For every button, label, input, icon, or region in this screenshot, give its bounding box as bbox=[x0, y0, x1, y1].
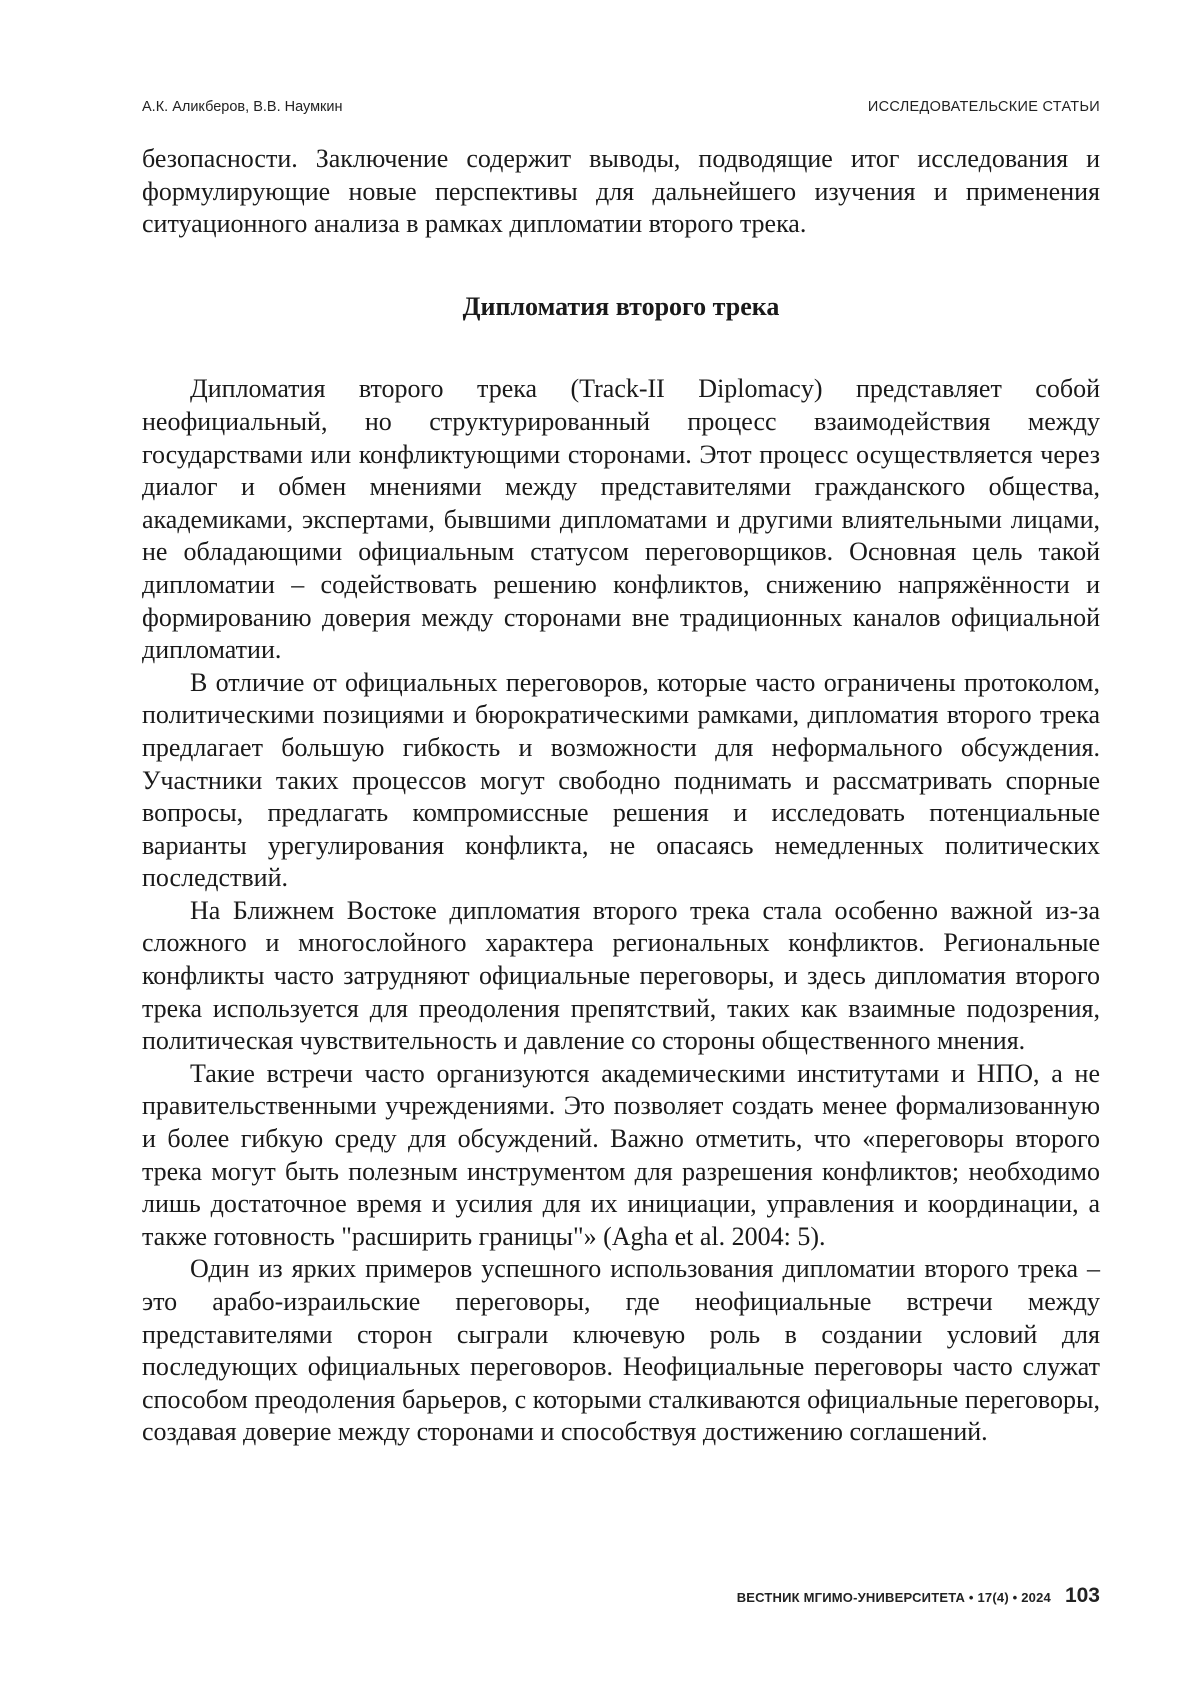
running-head-authors: А.К. Аликберов, В.В. Наумкин bbox=[142, 99, 343, 115]
body-paragraph: Такие встречи часто организуются академическими институтами и НПО, а не правительственными учреждениями. Это позволяет создать менее формализованную и более гибкую среду для обсуждений. Важно отметить, что «переговоры второго трека могут быть полезным инструментом для разрешения конфликтов; необходимо лишь достаточное время и усилия для их инициации, управления и координации, а также готовность "расширить границы"» (Agha et al. 2004: 5). bbox=[142, 1058, 1100, 1251]
body-paragraph: Один из ярких примеров успешного использования дипломатии второго трека – это арабо-израильские переговоры, где неофициальные встречи между представителями сторон сыграли ключевую роль в создании условий для последующих официальных переговоров. Неофициальные переговоры часто служат способом преодоления барьеров, с которыми сталкиваются официальные переговоры, создавая доверие между сторонами и способствуя достижению соглашений. bbox=[142, 1254, 1100, 1447]
running-head-section: ИССЛЕДОВАТЕЛЬСКИЕ СТАТЬИ bbox=[867, 99, 1100, 115]
body-paragraph: В отличие от официальных переговоров, которые часто ограничены протоколом, политическими позициями и бюрократическими рамками, дипломатия второго трека предлагает большую гибкость и возможности для неформального обсуждения. Участники таких процессов могут свободно поднимать и рассматривать спорные вопросы, предлагать компромиссные решения и исследовать потенциальные варианты урегулирования конфликта, не опасаясь немедленных политических последствий. bbox=[142, 667, 1100, 893]
section-heading: Дипломатия второго трека bbox=[462, 291, 780, 321]
running-head bbox=[142, 99, 1100, 121]
body-paragraph: Дипломатия второго трека (Track-II Diplomacy) представляет собой неофициальный, но структурированный процесс взаимодействия между государствами или конфликтующими сторонами. Этот процесс осуществляется через диалог и обмен мнениями между представителями гражданского общества, академиками, экспертами, бывшими дипломатами и другими влиятельными лицами, не обладающими официальным статусом переговорщиков. Основная цель такой дипломатии – содействовать решению конфликтов, снижению напряжённости и формированию доверия между сторонами вне традиционных каналов официальной дипломатии. bbox=[142, 374, 1100, 665]
page-footer bbox=[737, 1584, 1100, 1608]
page-number: 103 bbox=[1064, 1584, 1100, 1607]
article-body bbox=[142, 143, 1100, 1449]
footer-journal-info: ВЕСТНИК МГИМО-УНИВЕРСИТЕТА • 17(4) • 2024 bbox=[736, 1590, 1051, 1605]
body-paragraph: На Ближнем Востоке дипломатия второго трека стала особенно важной из-за сложного и многослойного характера региональных конфликтов. Региональные конфликты часто затрудняют официальные переговоры, и здесь дипломатия второго трека используется для преодоления препятствий, таких как взаимные подозрения, политическая чувствительность и давление со стороны общественного мнения. bbox=[142, 895, 1100, 1056]
intro-paragraph: безопасности. Заключение содержит выводы, подводящие итог исследования и формулирующие новые перспективы для дальнейшего изучения и применения ситуационного анализа в рамках дипломатии второго трека. bbox=[142, 144, 1100, 239]
